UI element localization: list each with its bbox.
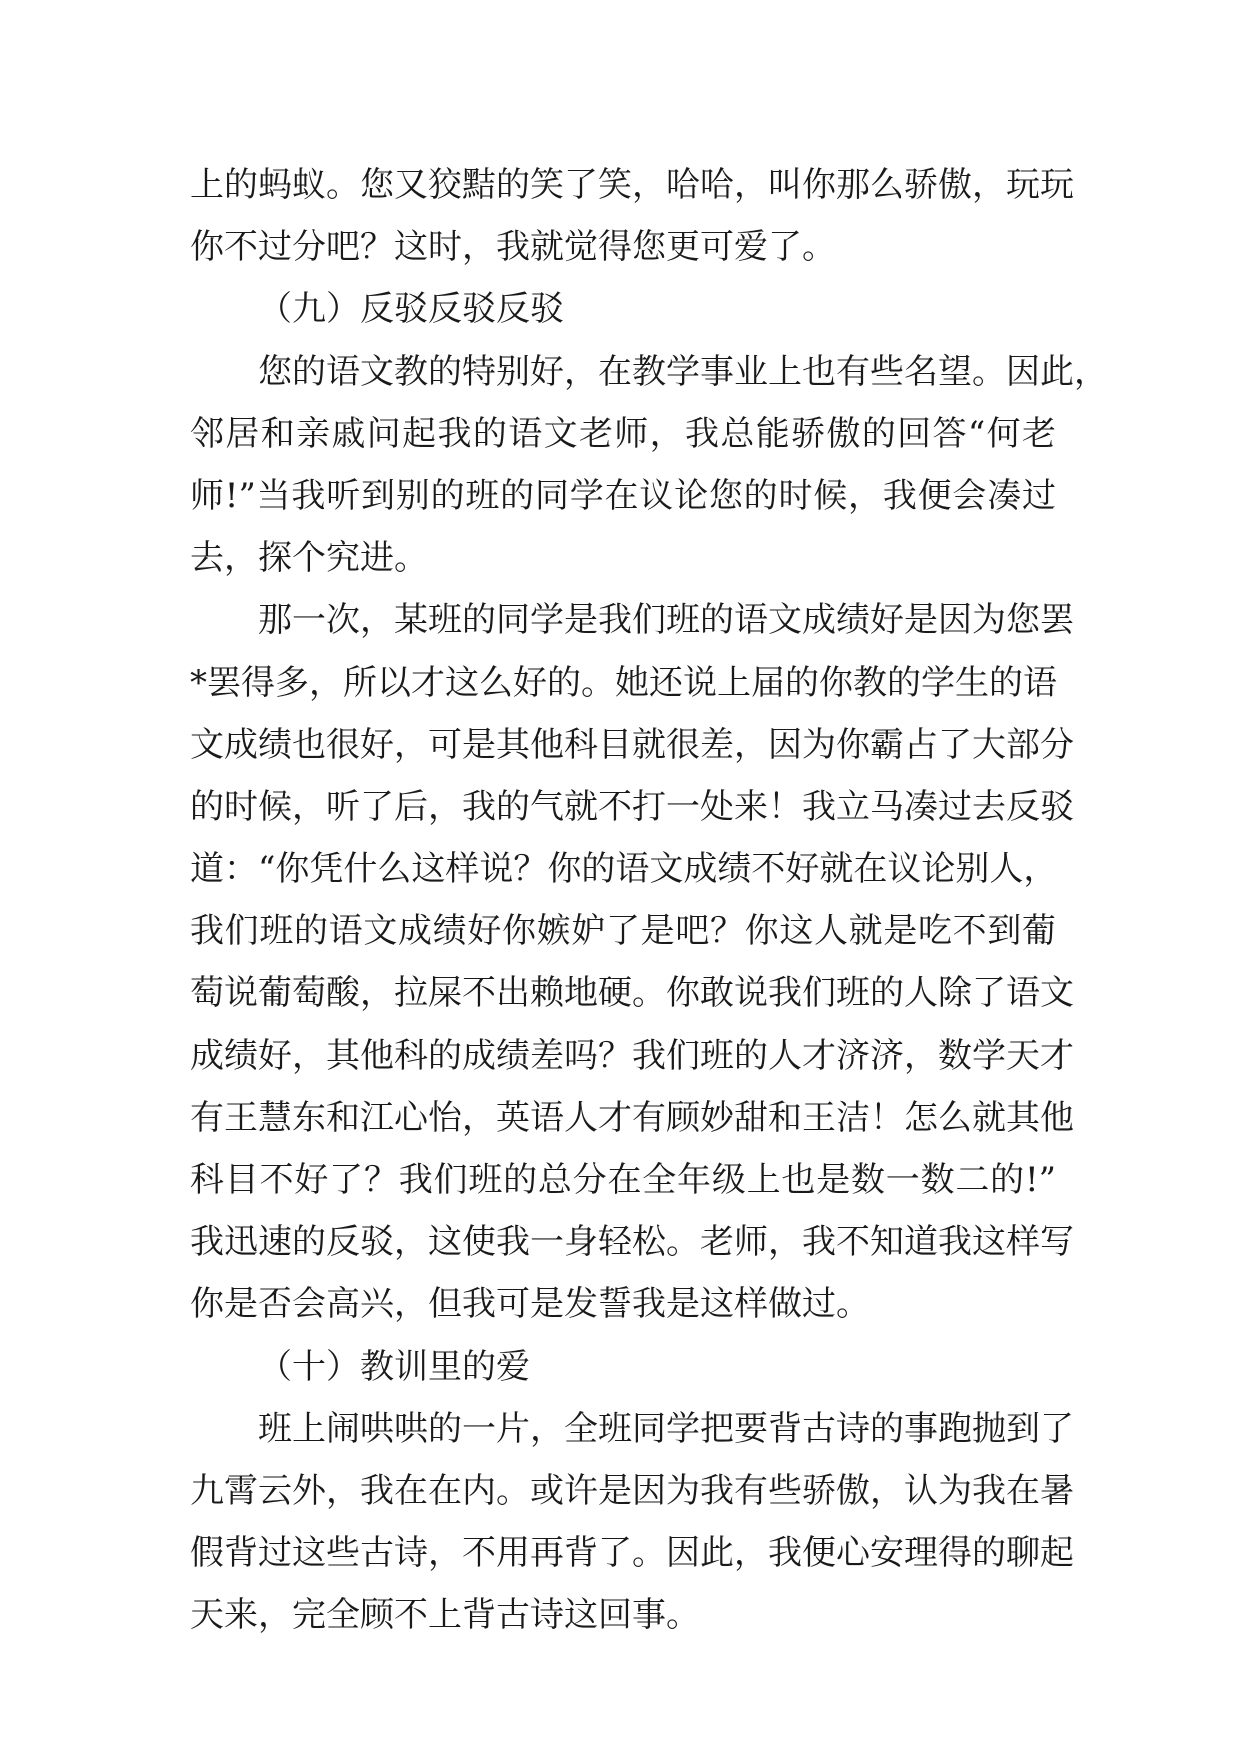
text-line: 我迅速的反驳，这使我一身轻松。老师，我不知道我这样写 (190, 1222, 1074, 1263)
text-line: 邻居和亲戚问起我的语文老师，我总能骄傲的回答“何老 (190, 413, 1056, 454)
text-line: 萄说葡萄酸，拉屎不出赖地硬。你敢说我们班的人除了语文 (190, 973, 1074, 1014)
text-line: 师!”当我听到别的班的同学在议论您的时候，我便会凑过 (190, 475, 1056, 516)
text-line: 有王慧东和江心怡，英语人才有顾妙甜和王洁！怎么就其他 (190, 1097, 1074, 1138)
text-line: 我们班的语文成绩好你嫉妒了是吧？你这人就是吃不到葡 (190, 911, 1056, 952)
document-body (190, 154, 1108, 1647)
text-line: 假背过这些古诗，不用再背了。因此，我便心安理得的聊起 (190, 1533, 1074, 1574)
text-line: 天来，完全顾不上背古诗这回事。 (190, 1595, 700, 1636)
text-line: 你不过分吧？这时，我就觉得您更可爱了。 (190, 227, 836, 268)
text-line: 您的语文教的特别好，在教学事业上也有些名望。因此， (258, 351, 1108, 392)
text-line: 班上闹哄哄的一片，全班同学把要背古诗的事跑抛到了 (258, 1408, 1074, 1449)
text-line: 的时候，听了后，我的气就不打一处来！我立马凑过去反驳 (190, 786, 1074, 827)
text-line: 科目不好了？我们班的总分在全年级上也是数一数二的!” (190, 1160, 1056, 1200)
text-line: *罢得多，所以才这么好的。她还说上届的你教的学生的语 (190, 662, 1057, 703)
text-line: 道：“你凭什么这样说？你的语文成绩不好就在议论别人， (190, 849, 1058, 890)
section-heading: （十）教训里的爱 (258, 1346, 530, 1387)
text-line: 你是否会高兴，但我可是发誓我是这样做过。 (190, 1284, 870, 1325)
text-line: 文成绩也很好，可是其他科目就很差，因为你霸占了大部分 (190, 724, 1074, 765)
text-line: 去，探个究进。 (190, 538, 428, 579)
section-heading: （九）反驳反驳反驳 (258, 289, 564, 330)
text-line: 那一次，某班的同学是我们班的语文成绩好是因为您罢 (258, 600, 1074, 641)
text-line: 九霄云外，我在在内。或许是因为我有些骄傲，认为我在暑 (190, 1470, 1074, 1511)
text-line: 成绩好，其他科的成绩差吗？我们班的人才济济，数学天才 (190, 1035, 1074, 1076)
text-line: 上的蚂蚁。您又狡黠的笑了笑，哈哈，叫你那么骄傲，玩玩 (190, 165, 1074, 205)
